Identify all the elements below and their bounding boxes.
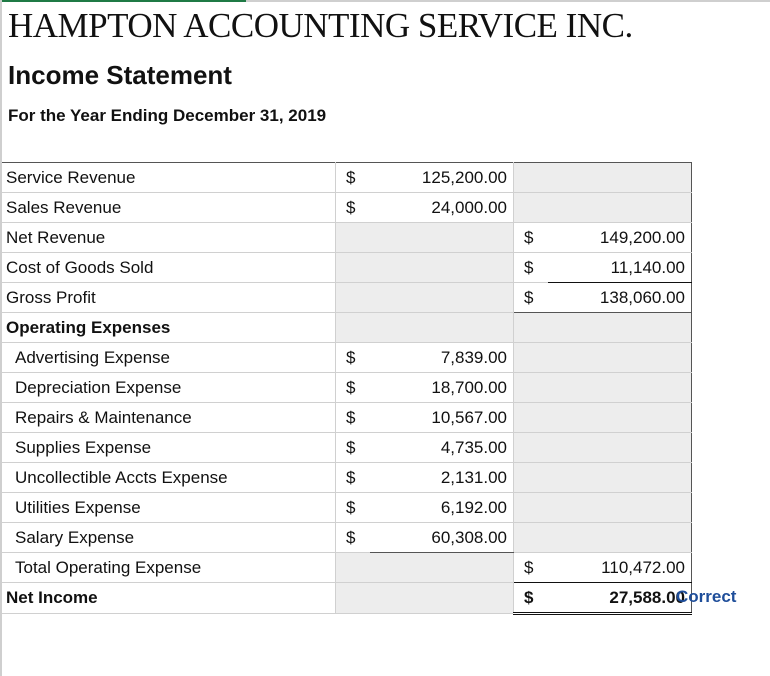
- row-label: Advertising Expense: [2, 343, 336, 373]
- empty-cell: [514, 343, 549, 373]
- amount-input[interactable]: 10,567.00: [370, 403, 514, 433]
- empty-cell: [336, 553, 371, 583]
- table-row: [2, 283, 692, 313]
- dollar-sign: $: [514, 283, 549, 313]
- empty-cell: [548, 463, 692, 493]
- table-row: [2, 373, 692, 403]
- empty-cell: [514, 313, 549, 343]
- empty-cell: [514, 463, 549, 493]
- statement-period: For the Year Ending December 31, 2019: [8, 106, 327, 125]
- active-tab-indicator: [0, 0, 246, 2]
- amount-input[interactable]: 11,140.00: [548, 253, 692, 283]
- dollar-sign: $: [514, 553, 549, 583]
- table-row: [2, 193, 692, 223]
- amount-input[interactable]: 7,839.00: [370, 343, 514, 373]
- table-row: [2, 463, 692, 493]
- empty-cell: [548, 163, 692, 193]
- row-label: Net Income: [2, 583, 336, 614]
- empty-cell: [548, 403, 692, 433]
- dollar-sign: $: [514, 583, 549, 614]
- section-heading: Operating Expenses: [2, 313, 336, 343]
- row-label: Depreciation Expense: [2, 373, 336, 403]
- empty-cell: [370, 253, 514, 283]
- amount-input[interactable]: 138,060.00: [548, 283, 692, 313]
- row-label: Supplies Expense: [2, 433, 336, 463]
- empty-cell: [370, 313, 514, 343]
- empty-cell: [336, 313, 371, 343]
- amount-input[interactable]: 27,588.00: [548, 583, 692, 614]
- row-label: Gross Profit: [2, 283, 336, 313]
- empty-cell: [514, 373, 549, 403]
- row-label: Sales Revenue: [2, 193, 336, 223]
- company-name: HAMPTON ACCOUNTING SERVICE INC.: [8, 6, 633, 45]
- dollar-sign: $: [514, 253, 549, 283]
- amount-input[interactable]: 6,192.00: [370, 493, 514, 523]
- empty-cell: [548, 433, 692, 463]
- amount-input[interactable]: 24,000.00: [370, 193, 514, 223]
- table-row: [2, 163, 692, 193]
- empty-cell: [514, 433, 549, 463]
- dollar-sign: $: [336, 433, 371, 463]
- table-row: [2, 403, 692, 433]
- row-label: Repairs & Maintenance: [2, 403, 336, 433]
- empty-cell: [370, 283, 514, 313]
- empty-cell: [548, 373, 692, 403]
- row-label: Salary Expense: [2, 523, 336, 553]
- empty-cell: [370, 553, 514, 583]
- row-label: Uncollectible Accts Expense: [2, 463, 336, 493]
- empty-cell: [548, 343, 692, 373]
- dollar-sign: $: [336, 373, 371, 403]
- row-label: Service Revenue: [2, 163, 336, 193]
- empty-cell: [514, 493, 549, 523]
- empty-cell: [370, 583, 514, 614]
- table-row: [2, 433, 692, 463]
- row-label: Utilities Expense: [2, 493, 336, 523]
- empty-cell: [548, 493, 692, 523]
- amount-input[interactable]: 18,700.00: [370, 373, 514, 403]
- row-label: Cost of Goods Sold: [2, 253, 336, 283]
- empty-cell: [336, 223, 371, 253]
- empty-cell: [548, 193, 692, 223]
- amount-input[interactable]: 4,735.00: [370, 433, 514, 463]
- empty-cell: [336, 253, 371, 283]
- empty-cell: [370, 223, 514, 253]
- table-row: [2, 343, 692, 373]
- empty-cell: [514, 523, 549, 553]
- table-row: [2, 583, 692, 614]
- dollar-sign: $: [336, 523, 371, 553]
- correct-status-badge: Correct: [676, 587, 737, 606]
- table-row: [2, 313, 692, 343]
- table-row: [2, 493, 692, 523]
- empty-cell: [336, 583, 371, 614]
- empty-cell: [548, 313, 692, 343]
- statement-title: Income Statement: [8, 60, 232, 90]
- row-label: Total Operating Expense: [2, 553, 336, 583]
- dollar-sign: $: [336, 493, 371, 523]
- table-row: [2, 253, 692, 283]
- table-row: [2, 553, 692, 583]
- empty-cell: [514, 163, 549, 193]
- empty-cell: [548, 523, 692, 553]
- dollar-sign: $: [336, 193, 371, 223]
- amount-input[interactable]: 110,472.00: [548, 553, 692, 583]
- amount-input[interactable]: 2,131.00: [370, 463, 514, 493]
- table-row: [2, 223, 692, 253]
- amount-input[interactable]: 125,200.00: [370, 163, 514, 193]
- empty-cell: [514, 403, 549, 433]
- amount-input[interactable]: 60,308.00: [370, 523, 514, 553]
- dollar-sign: $: [336, 403, 371, 433]
- empty-cell: [336, 283, 371, 313]
- dollar-sign: $: [336, 163, 371, 193]
- dollar-sign: $: [336, 343, 371, 373]
- amount-input[interactable]: 149,200.00: [548, 223, 692, 253]
- empty-cell: [514, 193, 549, 223]
- income-statement-table: [2, 162, 692, 615]
- dollar-sign: $: [514, 223, 549, 253]
- table-row: [2, 523, 692, 553]
- row-label: Net Revenue: [2, 223, 336, 253]
- dollar-sign: $: [336, 463, 371, 493]
